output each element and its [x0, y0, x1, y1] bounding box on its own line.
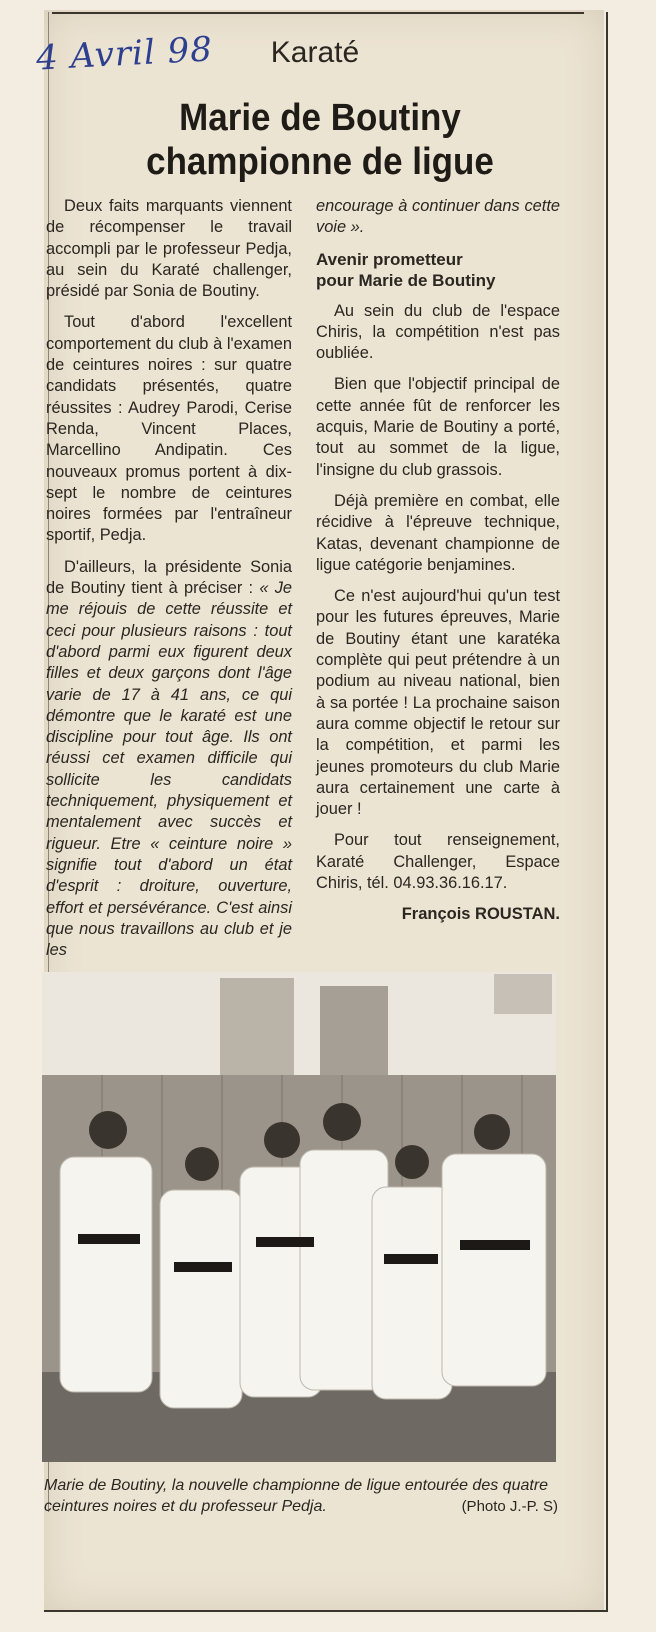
author-byline: François ROUSTAN.: [401, 905, 560, 924]
photo-caption: [44, 1475, 558, 1517]
right-column: [316, 196, 560, 926]
president-quote: « Je me réjouis de cette réussite et ceci pour plusieurs raisons : tout d'abord parmi eux figurent deux filles et deux garçons dont l'âge varie de 17 à 41 ans, ce qui démontre que le karaté est une discipline pour tout âge. Ils ont réussi cet examen difficile qui sollicite les candidats techniquement, physiquement et mentalement avec succès et rigueur. Etre « ceinture noire » signifie tout d'abord un état d'esprit : droiture, ouverture, effort et persévérance. C'est ainsi que nous travaillons au club et je les: [46, 579, 293, 960]
subheading: [316, 249, 560, 291]
section-rubric: Karaté: [270, 36, 360, 69]
article-headline: [81, 96, 559, 184]
paragraph: [46, 557, 292, 962]
quote-end: encourage à continuer dans cette voie ».: [316, 197, 560, 237]
handwritten-date: 4 Avril 98: [35, 29, 214, 79]
paragraph: Tout d'abord l'excellent comportement du club à l'examen de ceintures noires : sur quatre candidats présentés, quatre réussites : Audrey Parodi, Cerise Renda, Vincent Places, Marcellino Andipatin. Ces nouveaux promus portent à dix-sept le nombre de ceintures noires formées par l'entraîneur sportif, Pedja.: [46, 313, 292, 545]
group-photo: [42, 972, 556, 1462]
caption-text: Marie de Boutiny, la nouvelle championne de ligue entourée des quatre ceintures noires et du professeur Pedja.: [44, 1477, 549, 1515]
photo-credit: (Photo J.-P. S): [461, 1498, 558, 1515]
paragraph: Bien que l'objectif principal de cette année fût de renforcer les acquis, Marie de Boutiny a porté, tout au sommet de la ligue, l'insigne du club grassois.: [316, 375, 560, 479]
paragraph: Pour tout renseignement, Karaté Challenger, Espace Chiris, tél. 04.93.36.16.17.: [316, 831, 560, 893]
paragraph: Déjà première en combat, elle récidive à l'épreuve technique, Katas, devenant championne de ligue catégorie benjamines.: [316, 491, 560, 574]
photo-illustration: [42, 972, 556, 1462]
headline-line-2: championne de ligue: [146, 141, 494, 183]
right-rule: [606, 12, 608, 1612]
paragraph: Au sein du club de l'espace Chiris, la compétition n'est pas oubliée.: [316, 301, 560, 363]
paragraph: Deux faits marquants viennent de récompenser le travail accompli par le professeur Pedja, au sein du Karaté challenger, présidé par Sonia de Boutiny.: [46, 197, 292, 301]
paragraph-intro: D'ailleurs, la présidente Sonia de Boutiny tient à préciser :: [46, 557, 292, 598]
left-column: [46, 196, 292, 971]
headline-line-1: Marie de Boutiny: [179, 97, 461, 139]
quote-continuation: [316, 196, 560, 239]
bottom-rule: [44, 1610, 606, 1612]
paragraph: Ce n'est aujourd'hui qu'un test pour les futures épreuves, Marie de Boutiny étant une karatéka complète qui peut prétendre à un podium au niveau national, bien à sa portée ! La prochaine saison aura comme objectif le retour sur la compétition, et parmi les jeunes promoteurs du club Marie aura certainement une carte à jouer !: [316, 587, 560, 819]
subheading-line-2: pour Marie de Boutiny: [316, 270, 496, 290]
subheading-line-1: Avenir prometteur: [316, 249, 463, 269]
top-rule: [52, 12, 584, 14]
